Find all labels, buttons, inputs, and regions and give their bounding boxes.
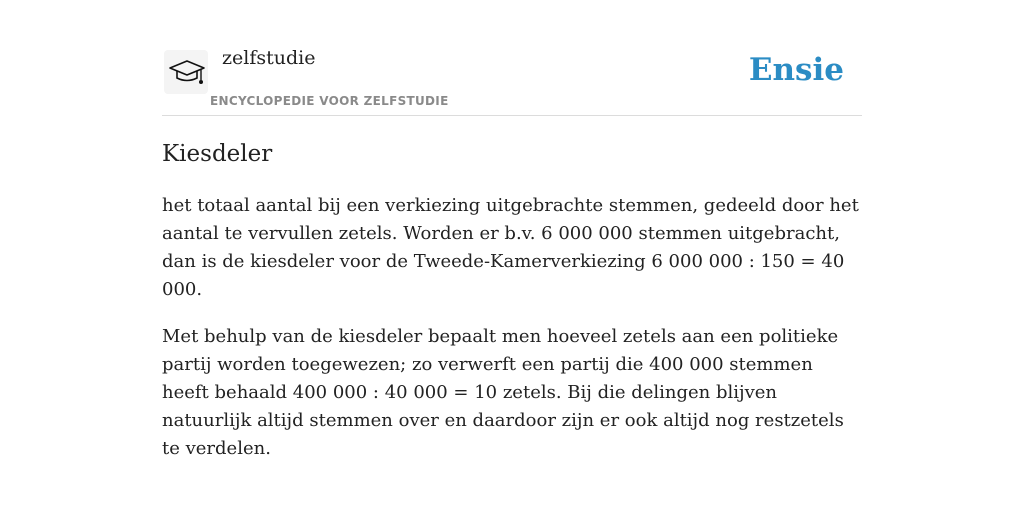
article-paragraph: Met behulp van de kiesdeler bepaalt men hoeveel zetels aan een politieke partij worden toegewezen; zo verwerft een partij die 400 000 stemmen heeft behaald 400 000 : 40 000 = 10 zetels. Bij die delingen blijven natuurlijk altijd stemmen over en daardoor zijn er ook altijd nog restzetels te verdelen. — [162, 326, 844, 459]
article — [162, 136, 862, 463]
site-logo[interactable] — [164, 50, 208, 94]
site-tagline: ENCYCLOPEDIE VOOR ZELFSTUDIE — [210, 94, 449, 108]
ensie-brand-link[interactable]: Ensie — [748, 52, 844, 88]
site-header — [162, 40, 862, 116]
graduation-cap-icon — [168, 56, 206, 88]
article-paragraph: het totaal aantal bij een verkiezing uitgebrachte stemmen, gedeeld door het aantal te vervullen zetels. Worden er b.v. 6 000 000 stemmen uitgebracht, dan is de kiesdeler voor de Tweede-Kamerverkiezing 6 000 000 : 150 = 40 000. — [162, 195, 859, 300]
article-title: Kiesdeler — [162, 141, 273, 167]
site-name[interactable]: zelfstudie — [222, 47, 316, 69]
